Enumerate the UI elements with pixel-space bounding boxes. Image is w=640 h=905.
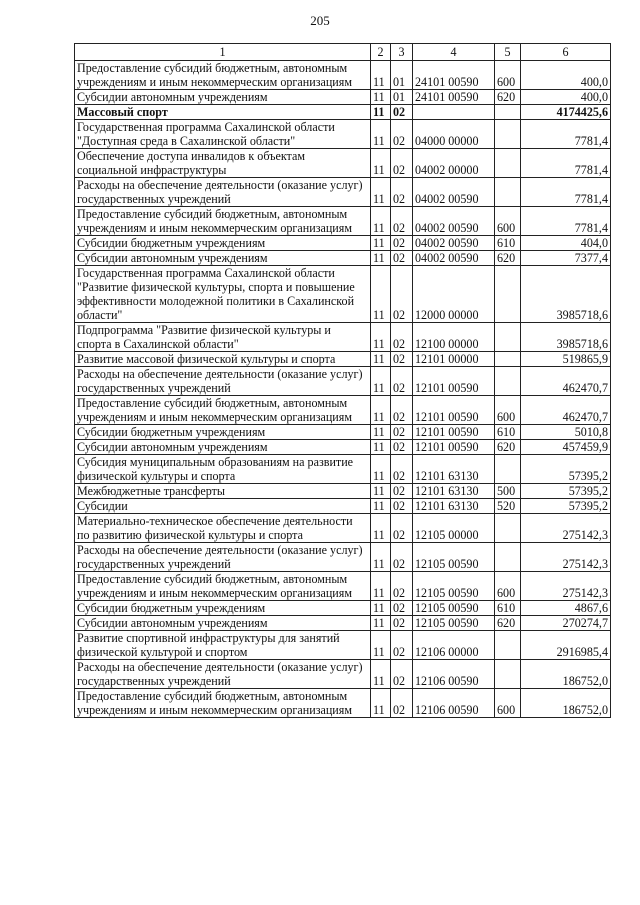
table-row xyxy=(75,616,611,631)
row-amount: 57395,2 xyxy=(521,484,611,499)
row-name: Предоставление субсидий бюджетным, автономным учреждениям и иным некоммерческим организациям xyxy=(75,396,371,425)
row-section: 11 xyxy=(371,499,391,514)
row-name: Предоставление субсидий бюджетным, автономным учреждениям и иным некоммерческим организациям xyxy=(75,207,371,236)
row-expense-type xyxy=(495,178,521,207)
row-name: Субсидии бюджетным учреждениям xyxy=(75,425,371,440)
row-expense-type: 600 xyxy=(495,61,521,90)
row-subsection: 02 xyxy=(391,499,413,514)
row-name: Субсидии xyxy=(75,499,371,514)
row-name: Предоставление субсидий бюджетным, автономным учреждениям и иным некоммерческим организациям xyxy=(75,689,371,718)
row-section: 11 xyxy=(371,631,391,660)
row-name: Государственная программа Сахалинской области "Развитие физической культуры, спорта и повышение эффективности молодежной политики в Сахалинской области" xyxy=(75,266,371,323)
table-row xyxy=(75,689,611,718)
row-section: 11 xyxy=(371,236,391,251)
row-program-code: 12105 00590 xyxy=(413,543,495,572)
row-section: 11 xyxy=(371,323,391,352)
table-row xyxy=(75,90,611,105)
row-amount: 270274,7 xyxy=(521,616,611,631)
row-expense-type xyxy=(495,514,521,543)
row-expense-type xyxy=(495,543,521,572)
row-program-code: 12101 00590 xyxy=(413,440,495,455)
row-name: Субсидии автономным учреждениям xyxy=(75,251,371,266)
row-section: 11 xyxy=(371,396,391,425)
row-subsection: 02 xyxy=(391,616,413,631)
column-header-section: 2 xyxy=(371,44,391,61)
row-section: 11 xyxy=(371,251,391,266)
row-amount: 186752,0 xyxy=(521,660,611,689)
row-name: Подпрограмма "Развитие физической культуры и спорта в Сахалинской области" xyxy=(75,323,371,352)
table-row xyxy=(75,105,611,120)
row-amount: 5010,8 xyxy=(521,425,611,440)
row-subsection: 02 xyxy=(391,514,413,543)
row-program-code: 12105 00000 xyxy=(413,514,495,543)
row-section: 11 xyxy=(371,61,391,90)
row-subsection: 02 xyxy=(391,352,413,367)
row-section: 11 xyxy=(371,660,391,689)
row-name: Межбюджетные трансферты xyxy=(75,484,371,499)
row-section: 11 xyxy=(371,425,391,440)
row-expense-type: 620 xyxy=(495,616,521,631)
table-row xyxy=(75,499,611,514)
column-header-program: 4 xyxy=(413,44,495,61)
row-program-code: 12106 00590 xyxy=(413,689,495,718)
table-row xyxy=(75,484,611,499)
row-amount: 519865,9 xyxy=(521,352,611,367)
table-row xyxy=(75,61,611,90)
row-program-code: 12101 00590 xyxy=(413,425,495,440)
row-program-code: 12101 00590 xyxy=(413,396,495,425)
row-expense-type: 610 xyxy=(495,601,521,616)
row-section: 11 xyxy=(371,352,391,367)
row-program-code: 12101 63130 xyxy=(413,484,495,499)
table-row xyxy=(75,251,611,266)
row-program-code: 12101 00590 xyxy=(413,367,495,396)
row-amount: 4174425,6 xyxy=(521,105,611,120)
table-row xyxy=(75,572,611,601)
table-row xyxy=(75,396,611,425)
row-program-code: 12101 63130 xyxy=(413,499,495,514)
row-amount: 275142,3 xyxy=(521,572,611,601)
row-expense-type: 610 xyxy=(495,425,521,440)
row-expense-type xyxy=(495,323,521,352)
row-section: 11 xyxy=(371,601,391,616)
table-row xyxy=(75,660,611,689)
row-subsection: 02 xyxy=(391,367,413,396)
row-amount: 400,0 xyxy=(521,90,611,105)
row-amount: 2916985,4 xyxy=(521,631,611,660)
row-program-code: 12105 00590 xyxy=(413,572,495,601)
row-section: 11 xyxy=(371,149,391,178)
row-section: 11 xyxy=(371,572,391,601)
row-expense-type xyxy=(495,660,521,689)
row-program-code xyxy=(413,105,495,120)
row-subsection: 01 xyxy=(391,90,413,105)
row-amount: 186752,0 xyxy=(521,689,611,718)
row-name: Массовый спорт xyxy=(75,105,371,120)
row-program-code: 04002 00000 xyxy=(413,149,495,178)
table-body xyxy=(75,61,611,718)
row-section: 11 xyxy=(371,689,391,718)
row-subsection: 02 xyxy=(391,207,413,236)
row-expense-type xyxy=(495,367,521,396)
row-expense-type: 520 xyxy=(495,499,521,514)
row-expense-type xyxy=(495,455,521,484)
row-expense-type xyxy=(495,149,521,178)
row-name: Расходы на обеспечение деятельности (оказание услуг) государственных учреждений xyxy=(75,367,371,396)
table-row xyxy=(75,543,611,572)
row-subsection: 02 xyxy=(391,396,413,425)
row-section: 11 xyxy=(371,455,391,484)
row-name: Расходы на обеспечение деятельности (оказание услуг) государственных учреждений xyxy=(75,543,371,572)
table-row xyxy=(75,236,611,251)
row-amount: 4867,6 xyxy=(521,601,611,616)
row-subsection: 02 xyxy=(391,105,413,120)
row-subsection: 01 xyxy=(391,61,413,90)
row-section: 11 xyxy=(371,90,391,105)
row-section: 11 xyxy=(371,178,391,207)
row-name: Субсидии автономным учреждениям xyxy=(75,616,371,631)
row-subsection: 02 xyxy=(391,323,413,352)
row-program-code: 04002 00590 xyxy=(413,236,495,251)
row-subsection: 02 xyxy=(391,484,413,499)
row-amount: 275142,3 xyxy=(521,543,611,572)
column-header-amount: 6 xyxy=(521,44,611,61)
row-program-code: 12101 63130 xyxy=(413,455,495,484)
row-program-code: 04002 00590 xyxy=(413,251,495,266)
row-amount: 457459,9 xyxy=(521,440,611,455)
column-header-name: 1 xyxy=(75,44,371,61)
row-amount: 57395,2 xyxy=(521,499,611,514)
table-header-row xyxy=(75,44,611,61)
row-section: 11 xyxy=(371,207,391,236)
row-section: 11 xyxy=(371,616,391,631)
row-amount: 7377,4 xyxy=(521,251,611,266)
row-program-code: 04000 00000 xyxy=(413,120,495,149)
row-section: 11 xyxy=(371,484,391,499)
row-name: Субсидия муниципальным образованиям на развитие физической культуры и спорта xyxy=(75,455,371,484)
row-subsection: 02 xyxy=(391,178,413,207)
table-row xyxy=(75,207,611,236)
row-name: Субсидии автономным учреждениям xyxy=(75,90,371,105)
row-expense-type: 600 xyxy=(495,572,521,601)
row-section: 11 xyxy=(371,105,391,120)
row-amount: 400,0 xyxy=(521,61,611,90)
table-row xyxy=(75,266,611,323)
row-subsection: 02 xyxy=(391,236,413,251)
budget-table xyxy=(74,43,611,718)
row-amount: 404,0 xyxy=(521,236,611,251)
table-row xyxy=(75,323,611,352)
row-subsection: 02 xyxy=(391,660,413,689)
row-amount: 57395,2 xyxy=(521,455,611,484)
row-amount: 7781,4 xyxy=(521,149,611,178)
row-name: Субсидии бюджетным учреждениям xyxy=(75,601,371,616)
row-subsection: 02 xyxy=(391,149,413,178)
row-subsection: 02 xyxy=(391,543,413,572)
row-subsection: 02 xyxy=(391,601,413,616)
row-amount: 7781,4 xyxy=(521,120,611,149)
row-subsection: 02 xyxy=(391,251,413,266)
row-subsection: 02 xyxy=(391,266,413,323)
row-expense-type xyxy=(495,352,521,367)
row-expense-type xyxy=(495,105,521,120)
row-subsection: 02 xyxy=(391,689,413,718)
row-expense-type: 600 xyxy=(495,396,521,425)
row-expense-type: 500 xyxy=(495,484,521,499)
row-name: Субсидии автономным учреждениям xyxy=(75,440,371,455)
table-row xyxy=(75,367,611,396)
row-amount: 462470,7 xyxy=(521,367,611,396)
row-subsection: 02 xyxy=(391,425,413,440)
row-subsection: 02 xyxy=(391,631,413,660)
row-amount: 3985718,6 xyxy=(521,323,611,352)
row-program-code: 04002 00590 xyxy=(413,207,495,236)
row-expense-type: 600 xyxy=(495,689,521,718)
column-header-expense-type: 5 xyxy=(495,44,521,61)
row-name: Расходы на обеспечение деятельности (оказание услуг) государственных учреждений xyxy=(75,178,371,207)
row-expense-type: 620 xyxy=(495,251,521,266)
row-program-code: 12100 00000 xyxy=(413,323,495,352)
row-subsection: 02 xyxy=(391,120,413,149)
row-name: Предоставление субсидий бюджетным, автономным учреждениям и иным некоммерческим организациям xyxy=(75,61,371,90)
table-row xyxy=(75,601,611,616)
column-header-subsection: 3 xyxy=(391,44,413,61)
row-expense-type: 600 xyxy=(495,207,521,236)
row-expense-type: 610 xyxy=(495,236,521,251)
row-expense-type xyxy=(495,266,521,323)
table-row xyxy=(75,514,611,543)
row-name: Субсидии бюджетным учреждениям xyxy=(75,236,371,251)
row-name: Предоставление субсидий бюджетным, автономным учреждениям и иным некоммерческим организациям xyxy=(75,572,371,601)
table-row xyxy=(75,631,611,660)
table-row xyxy=(75,455,611,484)
row-program-code: 12105 00590 xyxy=(413,601,495,616)
row-amount: 3985718,6 xyxy=(521,266,611,323)
row-section: 11 xyxy=(371,514,391,543)
row-name: Развитие спортивной инфраструктуры для занятий физической культурой и спортом xyxy=(75,631,371,660)
row-section: 11 xyxy=(371,266,391,323)
table-row xyxy=(75,178,611,207)
row-name: Государственная программа Сахалинской области "Доступная среда в Сахалинской области" xyxy=(75,120,371,149)
table-row xyxy=(75,149,611,178)
row-subsection: 02 xyxy=(391,572,413,601)
row-program-code: 12105 00590 xyxy=(413,616,495,631)
row-program-code: 12106 00000 xyxy=(413,631,495,660)
row-section: 11 xyxy=(371,440,391,455)
row-program-code: 24101 00590 xyxy=(413,90,495,105)
row-program-code: 12106 00590 xyxy=(413,660,495,689)
row-expense-type xyxy=(495,631,521,660)
row-name: Материально-техническое обеспечение деятельности по развитию физической культуры и спорта xyxy=(75,514,371,543)
row-name: Расходы на обеспечение деятельности (оказание услуг) государственных учреждений xyxy=(75,660,371,689)
row-amount: 462470,7 xyxy=(521,396,611,425)
row-section: 11 xyxy=(371,120,391,149)
table-row xyxy=(75,352,611,367)
table-row xyxy=(75,120,611,149)
table-row xyxy=(75,440,611,455)
row-expense-type: 620 xyxy=(495,440,521,455)
row-program-code: 24101 00590 xyxy=(413,61,495,90)
row-amount: 7781,4 xyxy=(521,207,611,236)
row-name: Обеспечение доступа инвалидов к объектам социальной инфраструктуры xyxy=(75,149,371,178)
row-amount: 275142,3 xyxy=(521,514,611,543)
row-section: 11 xyxy=(371,543,391,572)
row-program-code: 12000 00000 xyxy=(413,266,495,323)
row-subsection: 02 xyxy=(391,455,413,484)
row-expense-type xyxy=(495,120,521,149)
page-number: 205 xyxy=(310,13,330,28)
row-program-code: 12101 00000 xyxy=(413,352,495,367)
row-program-code: 04002 00590 xyxy=(413,178,495,207)
row-amount: 7781,4 xyxy=(521,178,611,207)
row-subsection: 02 xyxy=(391,440,413,455)
row-expense-type: 620 xyxy=(495,90,521,105)
row-section: 11 xyxy=(371,367,391,396)
row-name: Развитие массовой физической культуры и спорта xyxy=(75,352,371,367)
table-row xyxy=(75,425,611,440)
